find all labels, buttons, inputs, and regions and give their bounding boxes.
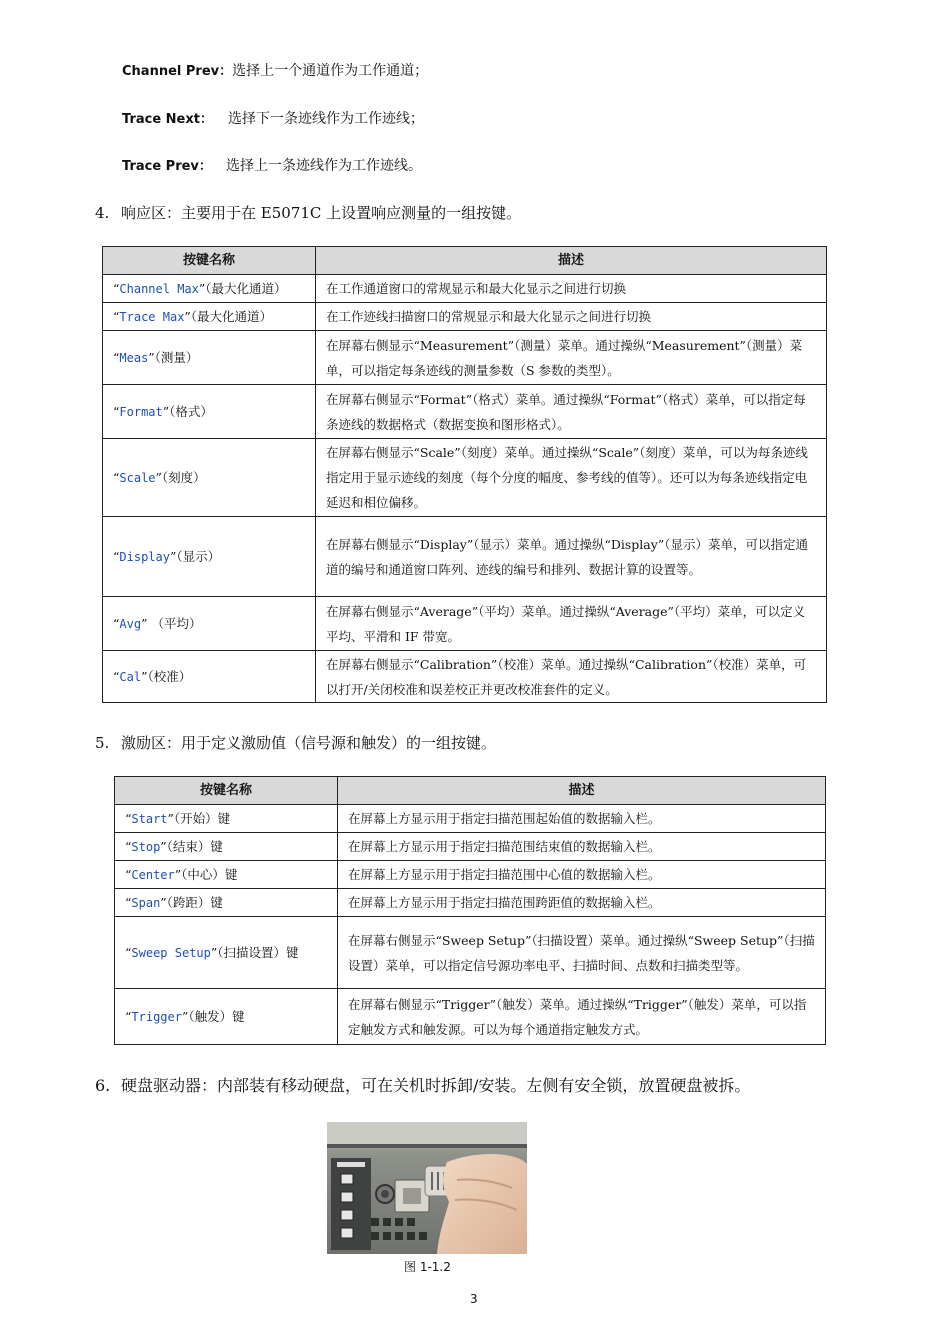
- key-label: Start: [131, 811, 168, 826]
- section-title: 响应区：: [121, 204, 182, 222]
- section-text: 用于定义激励值（信号源和触发）的一组按键。: [181, 734, 497, 752]
- open-quote: “: [125, 1008, 132, 1024]
- key-name-cell: [115, 989, 338, 1045]
- key-label-cn: ”（校准）: [141, 668, 192, 684]
- open-quote: “: [113, 308, 120, 324]
- key-label-cn: ”（结束）键: [160, 838, 223, 854]
- key-label: Channel Max: [119, 281, 199, 296]
- description-cell: 在屏幕右侧显示“Format”（格式）菜单。通过操纵“Format”（格式）菜单，可以指定每条迹线的数据格式（数据变换和图形格式）。: [316, 385, 827, 439]
- section-title: 激励区：: [121, 734, 182, 752]
- key-label-cn: ”（触发）键: [181, 1008, 245, 1024]
- table-row: [115, 833, 826, 861]
- description-cell: 在屏幕右侧显示“Calibration”（校准）菜单。通过操纵“Calibration”（校准）菜单，可以打开/关闭校准和误差校正并更改校准套件的定义。: [316, 651, 827, 703]
- key-label-cn: ” （平均）: [141, 615, 202, 631]
- open-quote: “: [125, 944, 132, 960]
- open-quote: “: [125, 838, 132, 854]
- key-name-cell: [103, 597, 316, 651]
- section-5-heading: [95, 732, 496, 753]
- key-label: Trace Max: [119, 309, 185, 324]
- item-value: 选择上一条迹线作为工作迹线。: [226, 158, 422, 174]
- header-description: 描述: [338, 777, 826, 805]
- section-number: 4.: [95, 204, 110, 222]
- key-label-cn: ”（扫描设置）键: [210, 944, 299, 960]
- trace-next-line: [122, 108, 424, 128]
- figure-caption: 图 1-1.2: [404, 1260, 451, 1274]
- key-label: Format: [119, 404, 163, 419]
- description-cell: 在工作通道窗口的常规显示和最大化显示之间进行切换: [316, 275, 827, 303]
- key-name-cell: [103, 275, 316, 303]
- key-label-cn: ”（显示）: [169, 548, 221, 564]
- key-name-cell: [103, 517, 316, 597]
- table-row: [115, 805, 826, 833]
- stimulus-keys-table: [114, 776, 826, 1045]
- header-key-name: 按键名称: [115, 777, 338, 805]
- open-quote: “: [125, 810, 132, 826]
- table-row: [115, 989, 826, 1045]
- header-description: 描述: [316, 247, 827, 275]
- key-label: Avg: [119, 616, 142, 631]
- table-row: [103, 439, 827, 517]
- header-key-name: 按键名称: [103, 247, 316, 275]
- key-label: Trigger: [131, 1009, 182, 1024]
- key-label-cn: ”（跨距）键: [160, 894, 223, 910]
- key-label-cn: ”（最大化通道）: [198, 280, 287, 296]
- description-cell: 在屏幕上方显示用于指定扫描范围结束值的数据输入栏。: [338, 833, 826, 861]
- key-name-cell: [115, 805, 338, 833]
- section-title: 硬盘驱动器：: [121, 1076, 218, 1095]
- table-row: [103, 275, 827, 303]
- key-name-cell: [103, 385, 316, 439]
- description-cell: 在工作迹线扫描窗口的常规显示和最大化显示之间进行切换: [316, 303, 827, 331]
- section-text: 主要用于在 E5071C 上设置响应测量的一组按键。: [181, 204, 522, 222]
- key-label-cn: ”（刻度）: [155, 469, 206, 485]
- description-cell: 在屏幕右侧显示“Sweep Setup”（扫描设置）菜单。通过操纵“Sweep Setup”（扫描设置）菜单，可以指定信号源功率电平、扫描时间、点数和扫描类型等。: [338, 917, 826, 989]
- key-name-cell: [115, 917, 338, 989]
- key-name-cell: [103, 303, 316, 331]
- key-label: Center: [131, 867, 175, 882]
- section-4-heading: [95, 202, 521, 223]
- description-cell: 在屏幕上方显示用于指定扫描范围跨距值的数据输入栏。: [338, 889, 826, 917]
- open-quote: “: [113, 349, 120, 365]
- description-cell: 在屏幕右侧显示“Display”（显示）菜单。通过操纵“Display”（显示）菜单，可以指定通道的编号和通道窗口阵列、迹线的编号和排列、数据计算的设置等。: [316, 517, 827, 597]
- key-name-cell: [115, 833, 338, 861]
- open-quote: “: [125, 894, 132, 910]
- table-header-row: [103, 247, 827, 275]
- key-label-cn: ”（开始）键: [167, 810, 231, 826]
- table-row: [103, 517, 827, 597]
- key-label: Meas: [119, 350, 149, 365]
- description-cell: 在屏幕上方显示用于指定扫描范围中心值的数据输入栏。: [338, 861, 826, 889]
- key-label-cn: ”（测量）: [148, 349, 199, 365]
- table-row: [103, 331, 827, 385]
- table-row: [115, 861, 826, 889]
- open-quote: “: [113, 403, 120, 419]
- item-key: Channel Prev：: [122, 64, 233, 79]
- key-name-cell: [103, 439, 316, 517]
- description-cell: 在屏幕右侧显示“Scale”（刻度）菜单。通过操纵“Scale”（刻度）菜单，可以为每条迹线指定用于显示迹线的刻度（每个分度的幅度、参考线的值等）。还可以为每条迹线指定电延迟和相位偏移。: [316, 439, 827, 517]
- key-label-cn: ”（最大化通道）: [184, 308, 273, 324]
- trace-prev-line: [122, 155, 422, 175]
- hard-drive-illustration: [327, 1122, 527, 1254]
- key-label: Cal: [119, 669, 142, 684]
- open-quote: “: [113, 668, 120, 684]
- table-header-row: [115, 777, 826, 805]
- page-number: 3: [470, 1292, 478, 1306]
- section-number: 6.: [95, 1076, 111, 1095]
- key-label-cn: ”（格式）: [162, 403, 213, 419]
- hard-drive-photo: [327, 1122, 527, 1254]
- open-quote: “: [113, 548, 120, 564]
- table-row: [103, 385, 827, 439]
- section-text: 内部装有移动硬盘，可在关机时拆卸/安装。左侧有安全锁，放置硬盘被拆。: [217, 1076, 751, 1095]
- item-value: 选择上一个通道作为工作通道；: [232, 63, 429, 79]
- description-cell: 在屏幕右侧显示“Trigger”（触发）菜单。通过操纵“Trigger”（触发）菜单，可以指定触发方式和触发源。可以为每个通道指定触发方式。: [338, 989, 826, 1045]
- table-row: [115, 889, 826, 917]
- item-value: 选择下一条迹线作为工作迹线；: [228, 111, 424, 127]
- key-label: Stop: [131, 839, 161, 854]
- open-quote: “: [113, 280, 120, 296]
- key-label: Sweep Setup: [131, 945, 211, 960]
- description-cell: 在屏幕右侧显示“Measurement”（测量）菜单。通过操纵“Measurement”（测量）菜单，可以指定每条迹线的测量参数（S 参数的类型）。: [316, 331, 827, 385]
- response-keys-table: [102, 246, 827, 703]
- open-quote: “: [125, 866, 132, 882]
- section-6-heading: [95, 1073, 750, 1096]
- table-row: [115, 917, 826, 989]
- item-key: Trace Next：: [122, 112, 213, 127]
- key-name-cell: [115, 861, 338, 889]
- table-row: [103, 303, 827, 331]
- key-label: Scale: [119, 470, 156, 485]
- item-key: Trace Prev：: [122, 159, 212, 174]
- channel-prev-line: [122, 60, 428, 80]
- section-number: 5.: [95, 734, 110, 752]
- key-name-cell: [103, 331, 316, 385]
- description-cell: 在屏幕右侧显示“Average”（平均）菜单。通过操纵“Average”（平均）菜单，可以定义平均、平滑和 IF 带宽。: [316, 597, 827, 651]
- table-row: [103, 651, 827, 703]
- key-label-cn: ”（中心）键: [174, 866, 238, 882]
- open-quote: “: [113, 469, 120, 485]
- description-cell: 在屏幕上方显示用于指定扫描范围起始值的数据输入栏。: [338, 805, 826, 833]
- key-label: Display: [119, 549, 170, 564]
- key-name-cell: [115, 889, 338, 917]
- key-name-cell: [103, 651, 316, 703]
- key-label: Span: [131, 895, 161, 910]
- open-quote: “: [113, 615, 120, 631]
- table-row: [103, 597, 827, 651]
